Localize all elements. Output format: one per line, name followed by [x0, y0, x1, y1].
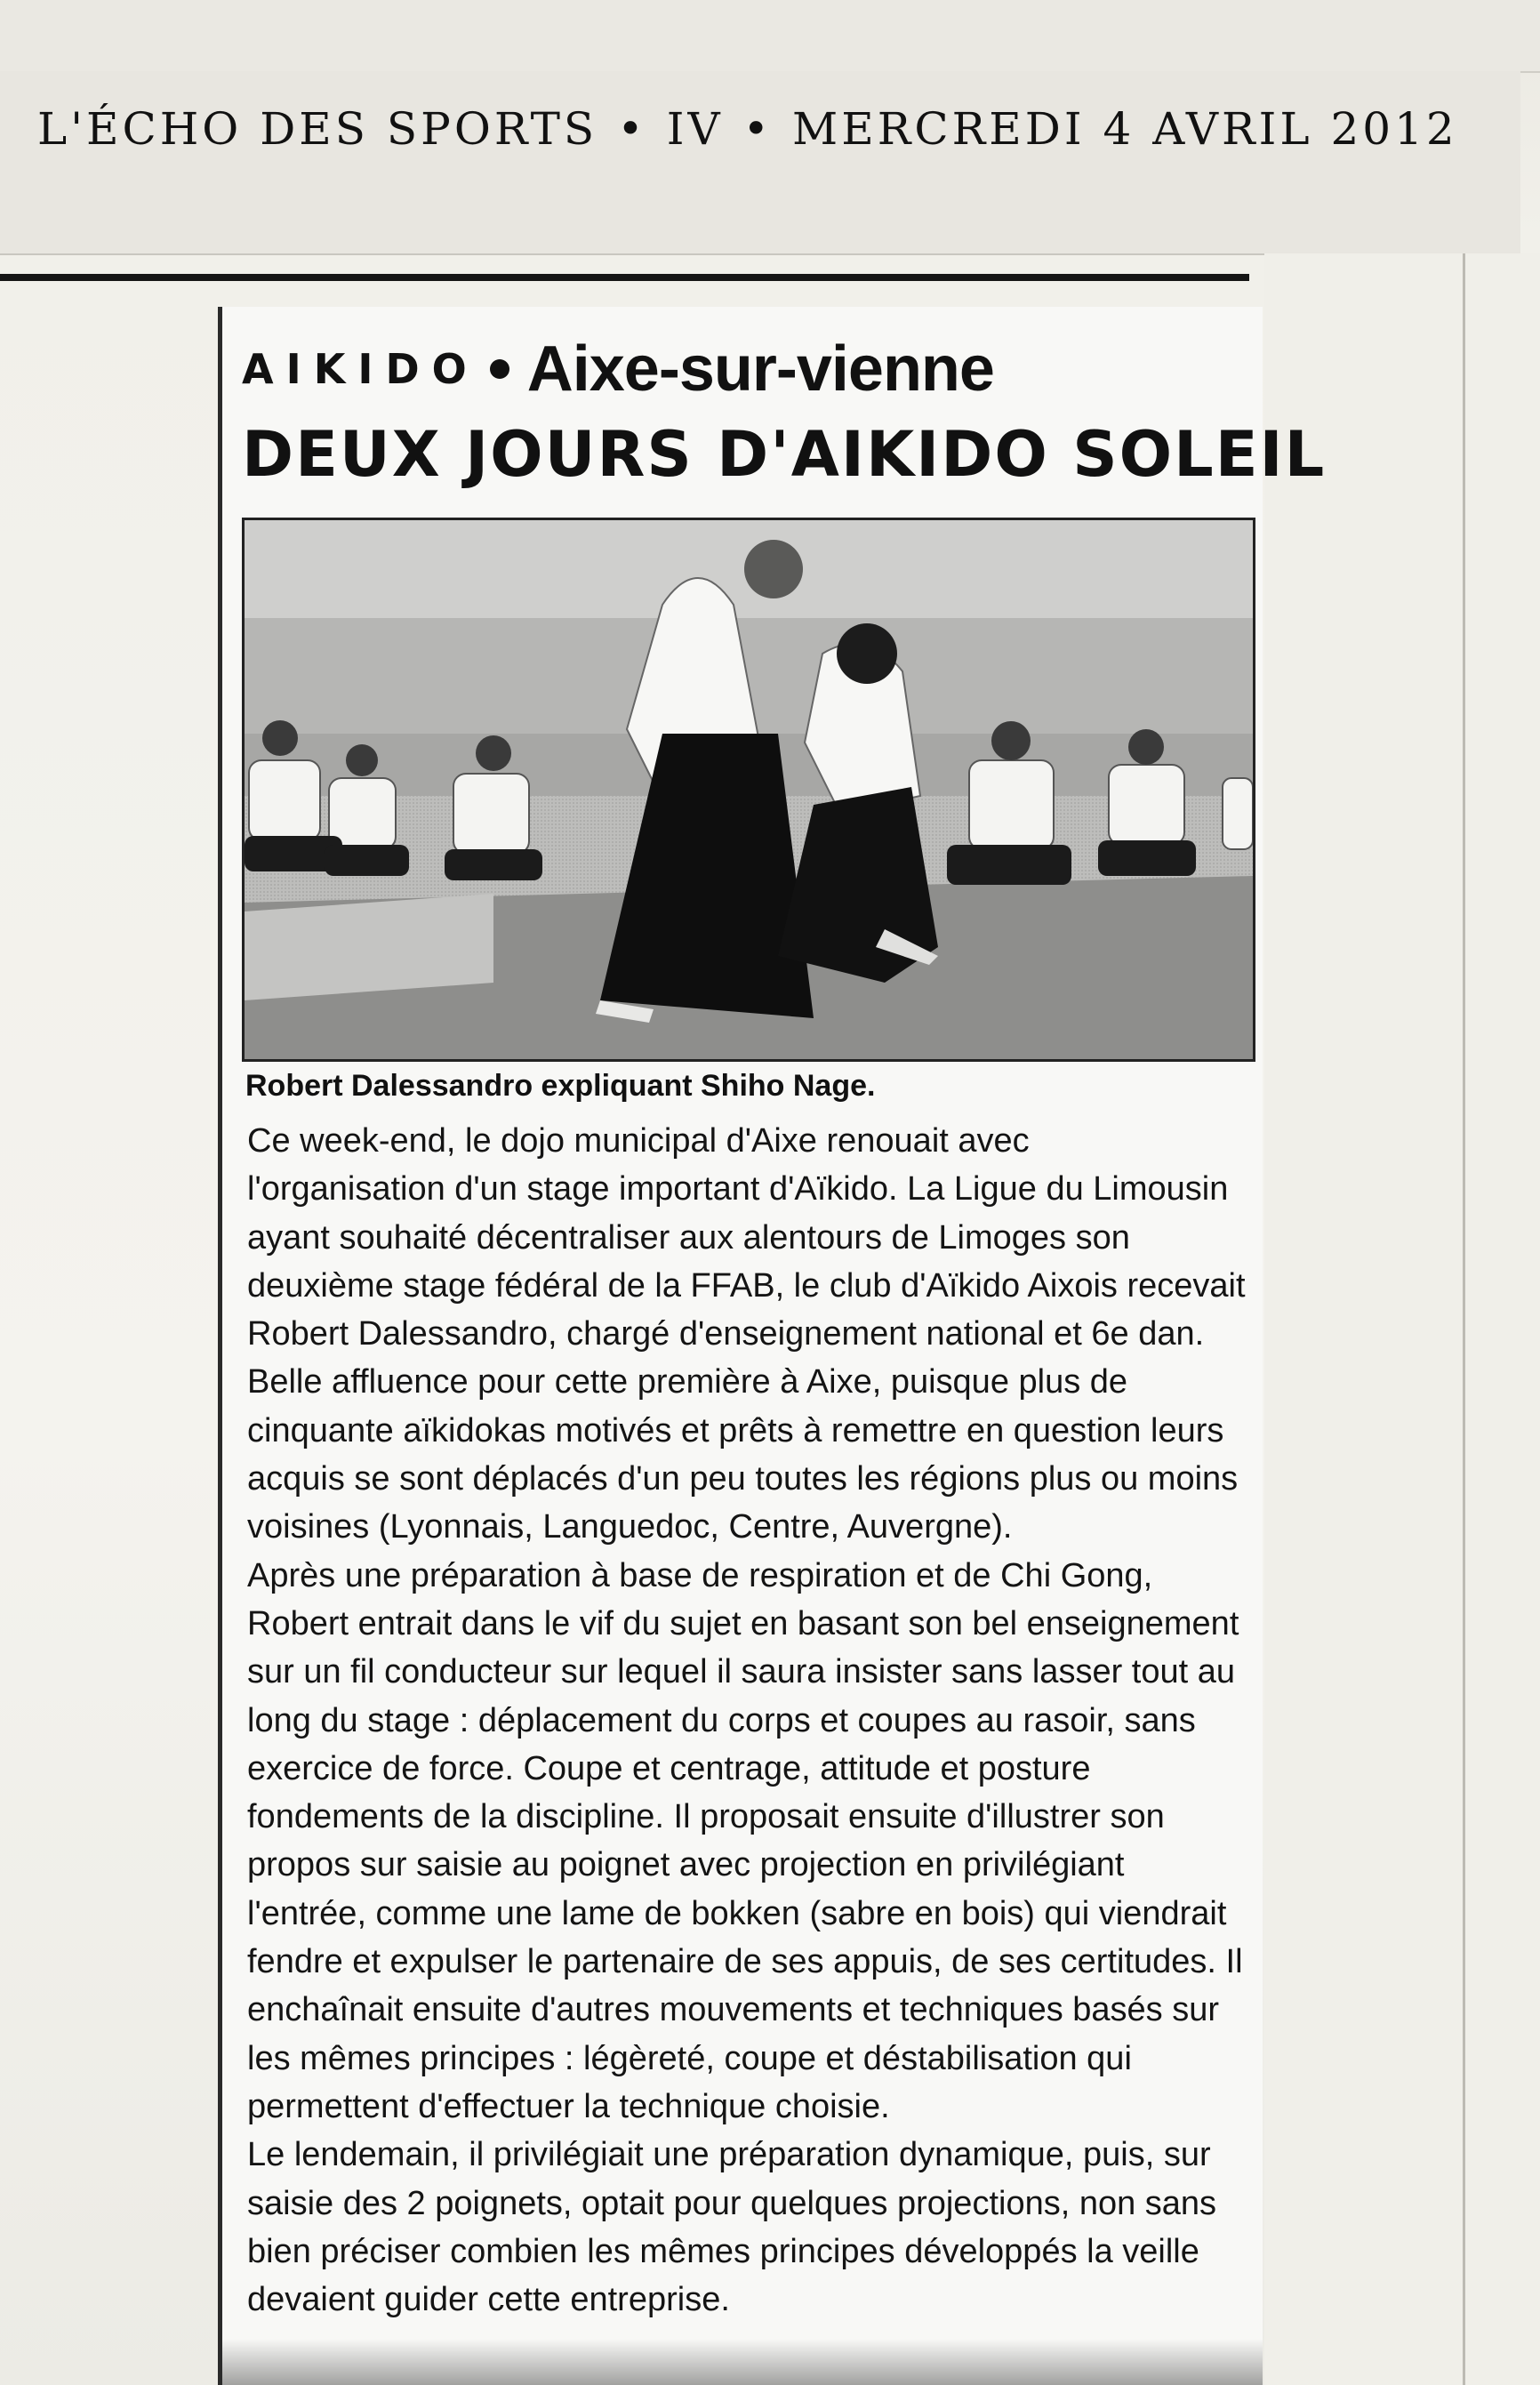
article-photo	[242, 518, 1255, 1062]
header-rule	[0, 274, 1249, 281]
body-line: enchaînait ensuite d'autres mouvements et techniques basés sur	[247, 1991, 1220, 2029]
clipping-edge	[218, 307, 222, 2385]
bullet-icon	[490, 359, 509, 379]
body-line: l'organisation d'un stage important d'Aïkido. La Ligue du Limousin	[247, 1170, 1229, 1209]
page-number: IV	[666, 103, 724, 155]
photo-caption: Robert Dalessandro expliquant Shiho Nage.	[245, 1069, 876, 1103]
body-line: devaient guider cette entreprise.	[247, 2281, 730, 2319]
body-line: Robert entrait dans le vif du sujet en basant son bel enseignement	[247, 1604, 1239, 1642]
body-line: bien préciser combien les mêmes principes développés la veille	[247, 2232, 1199, 2270]
body-line: Ce week-end, le dojo municipal d'Aixe renouait avec	[247, 1122, 1030, 1160]
body-line: Belle affluence pour cette première à Aixe, puisque plus de	[247, 1363, 1128, 1401]
body-line: Après une préparation à base de respiration et de Chi Gong,	[247, 1556, 1153, 1594]
publication-date: MERCREDI 4 AVRIL 2012	[792, 103, 1458, 155]
page-header	[0, 76, 1520, 182]
body-line: voisines (Lyonnais, Languedoc, Centre, Auvergne).	[247, 1508, 1013, 1546]
aikido-photo-illustration	[245, 520, 1253, 1059]
body-line: long du stage : déplacement du corps et coupes au rasoir, sans	[247, 1701, 1196, 1739]
body-line: ayant souhaité décentraliser aux alentours de Limoges son	[247, 1218, 1130, 1257]
body-line: exercice de force. Coupe et centrage, attitude et posture	[247, 1749, 1091, 1787]
column-divider	[1463, 253, 1465, 2385]
article-headline: DEUX JOURS D'AIKIDO SOLEIL	[242, 418, 1327, 491]
body-line: propos sur saisie au poignet avec projection en privilégiant	[247, 1846, 1125, 1884]
body-line: l'entrée, comme une lame de bokken (sabre en bois) qui viendrait	[247, 1894, 1227, 1932]
article-category: AIKIDO	[242, 345, 479, 393]
body-line: Le lendemain, il privilégiait une préparation dynamique, puis, sur	[247, 2136, 1211, 2174]
body-line: fondements de la discipline. Il proposait ensuite d'illustrer son	[247, 1798, 1165, 1836]
article-body	[247, 1117, 1270, 2324]
body-line: Robert Dalessandro, chargé d'enseignement national et 6e dan.	[247, 1315, 1205, 1353]
page-top-margin	[0, 0, 1540, 73]
header-separator: •	[617, 103, 647, 155]
scan-shadow	[222, 2339, 1263, 2385]
body-line: cinquante aïkidokas motivés et prêts à remettre en question leurs	[247, 1411, 1224, 1449]
header-separator: •	[742, 103, 774, 155]
body-line: fendre et expulser le partenaire de ses appuis, de ses certitudes. Il	[247, 1943, 1243, 1981]
body-line: acquis se sont déplacés d'un peu toutes les régions plus ou moins	[247, 1460, 1239, 1498]
body-line: sur un fil conducteur sur lequel il saura insister sans lasser tout au	[247, 1653, 1235, 1691]
publication-name: L'ÉCHO DES SPORTS	[37, 103, 598, 155]
body-line: permettent d'effectuer la technique choisie.	[247, 2087, 890, 2125]
body-line: les mêmes principes : légèreté, coupe et déstabilisation qui	[247, 2039, 1132, 2077]
adjacent-column	[1264, 253, 1540, 2385]
body-line: saisie des 2 poignets, optait pour quelques projections, non sans	[247, 2184, 1217, 2222]
article-kicker	[242, 325, 994, 414]
article-location: Aixe-sur-vienne	[526, 333, 994, 405]
body-line: deuxième stage fédéral de la FFAB, le club d'Aïkido Aixois recevait	[247, 1266, 1246, 1305]
